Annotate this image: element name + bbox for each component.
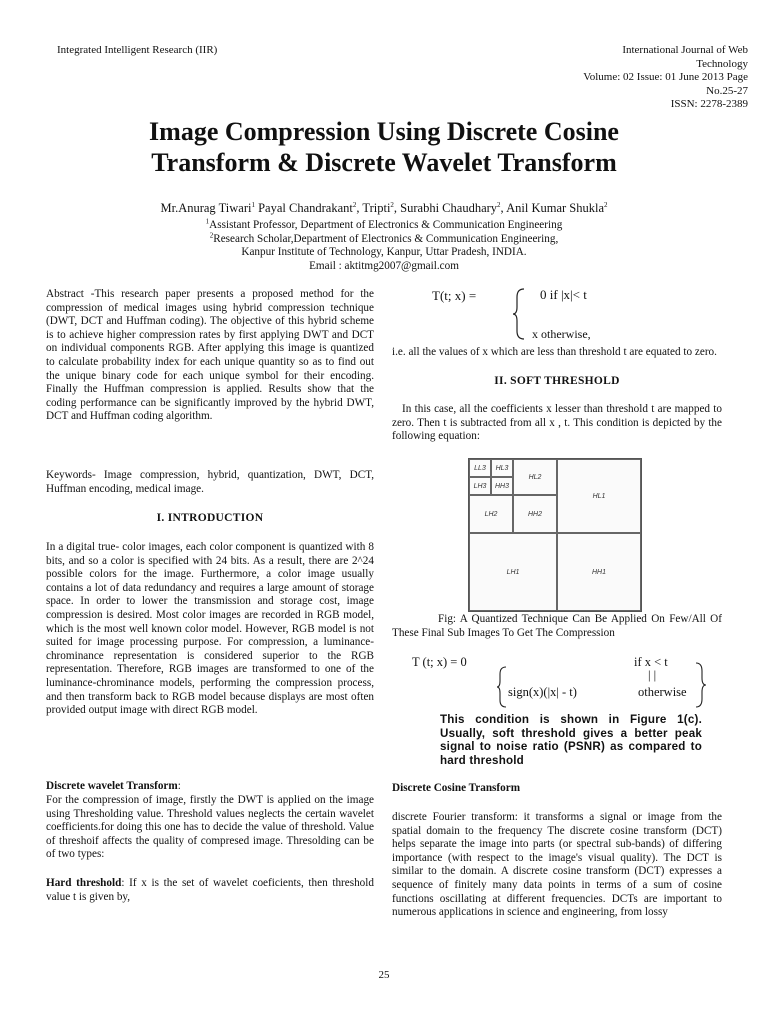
soft-threshold-text: In this case, all the coefficients x lesser than threshold t are mapped to zero. Then t is subtracted from all x , t. This condition is depicted by the following equation: bbox=[392, 403, 722, 443]
author-name: Payal Chandrakant bbox=[254, 201, 353, 215]
title-line: Image Compression Using Discrete Cosine bbox=[149, 117, 619, 146]
email: Email : aktitmg2007@gmail.com bbox=[309, 259, 459, 272]
author-affiliation-mark: 1 bbox=[251, 200, 255, 209]
page-number: 25 bbox=[378, 969, 390, 981]
author-affiliation-mark: 2 bbox=[352, 200, 357, 209]
left-brace-icon bbox=[512, 287, 526, 341]
dct-text: discrete Fourier transform: it transforms a signal or image from the spatial domain to the frequency The discrete cosine transform (DCT) helps separate the image into parts (or spectral sub-bands) of differing importance (with respect to the image's visual quality). The DCT is similar to the domain. A discrete cosine transform (DCT) expresses a sequence of finitely many data points in terms of a sum of cosine functions oscillating at different frequencies. DCTs are important to numerous applications in science and engineering, from lossy bbox=[392, 811, 722, 919]
eq1-case-2: x otherwise, bbox=[532, 327, 591, 341]
subband-lh1: LH1 bbox=[469, 533, 557, 611]
keywords: Keywords- Image compression, hybrid, quantization, DWT, DCT, Huffman encoding, medical image. bbox=[46, 469, 374, 495]
eq1-explanation: i.e. all the values of x which are less than threshold t are equated to zero. bbox=[392, 346, 717, 358]
right-brace-icon bbox=[694, 661, 708, 709]
figure-caption: Fig: A Quantized Technique Can Be Applied On Few/All Of These Final Sub Images To Get The Compression bbox=[392, 613, 722, 639]
subband-hh2: HH2 bbox=[513, 495, 557, 533]
eq2-lhs: T (t; x) = 0 bbox=[412, 655, 467, 669]
abstract: Abstract -This research paper presents a proposed method for the compression of medical images using hybrid compression technique (DWT, DCT and Huffman coding). The objective of this hybrid scheme is to achieve higher compression rates by first applying DWT and DCT on individual components RGB. After applying this image is quantized to calculate probability index for each unique quantity so as to find out the unique binary code for each unique symbol for their encoding. Finally the Huffman compression is applied. Results show that the coding performance can be significantly improved by the hybrid DWT, DCT and Huffman coding algorithm. bbox=[46, 288, 374, 423]
dct-heading: Discrete Cosine Transform bbox=[392, 782, 521, 794]
paper-title bbox=[60, 116, 708, 178]
affiliation-line: Assistant Professor, Department of Electronics & Communication Engineering bbox=[209, 219, 563, 231]
author-affiliation-mark: 2 bbox=[390, 200, 394, 209]
author-name: , Surabhi Chaudhary bbox=[393, 201, 498, 215]
wavelet-subband-figure bbox=[468, 458, 642, 612]
hard-threshold-label: Hard threshold bbox=[46, 877, 122, 889]
soft-threshold-note: This condition is shown in Figure 1(c). Usually, soft threshold gives a better peak signal to noise ratio (PSNR) as compared to hard threshold bbox=[440, 713, 702, 767]
eq2-bars: | | bbox=[648, 668, 657, 682]
hard-threshold-body: : If x is the set of wavelet coeficients, then threshold value t is given by, bbox=[46, 877, 374, 903]
affiliation-mark: 1 bbox=[205, 217, 210, 226]
title-line: Transform & Discrete Wavelet Transform bbox=[151, 148, 617, 177]
header-right-line: Technology bbox=[696, 57, 748, 70]
subband-hh1: HH1 bbox=[557, 533, 641, 611]
header-right-line: No.25-27 bbox=[706, 84, 748, 97]
affiliations bbox=[60, 219, 708, 273]
header-right-line: ISSN: 2278-2389 bbox=[670, 98, 748, 111]
subband-hl3: HL3 bbox=[491, 459, 513, 477]
subband-hl2: HL2 bbox=[513, 459, 557, 495]
affiliation-line: Research Scholar,Department of Electronics & Communication Engineering, bbox=[213, 232, 559, 245]
dwt-text: For the compression of image, firstly the DWT is applied on the image using Thresholding value. Threshold values neglects the certain wavelet coefficients.for doing this one has to decide the value of threshold. Value of threshoif affects the quality of compresed image. Thresolding can be of two types: bbox=[46, 794, 374, 861]
journal-header-left: Integrated Intelligent Research (IIR) bbox=[57, 44, 218, 56]
left-brace-icon bbox=[496, 665, 508, 709]
journal-header-right bbox=[520, 44, 748, 112]
dwt-heading-colon: : bbox=[177, 780, 181, 792]
subband-ll3: LL3 bbox=[469, 459, 491, 477]
affiliation-line: Kanpur Institute of Technology, Kanpur, Uttar Pradesh, INDIA. bbox=[241, 246, 527, 259]
introduction-text: In a digital true- color images, each color component is quantized with 8 bits, and so a color is specified with 24 bits. As a result, there are 2^24 possible colors for the image. Furthermore, a color image usually contains a lot of data redundancy and requires a large amount of storage space. In order to lower the transmission and storage cost, image compression is desired. Most color images are recorded in RGB model, which is the most well known color model. However, RGB model is not suited for image processing purpose. For compression, a luminance-chrominance representation is considered superior to the RGB representation. Therefore, RGB images are transformed to one of the luminance-chrominance models, performing the compression process, and then transform back to RGB model because displays are most often provided output image with direct RGB model. bbox=[46, 541, 374, 717]
subband-hl1: HL1 bbox=[557, 459, 641, 533]
dwt-heading bbox=[46, 780, 374, 792]
subband-lh3: LH3 bbox=[469, 477, 491, 495]
author-affiliation-mark: 2 bbox=[497, 200, 501, 209]
author-name: , Tripti bbox=[356, 201, 391, 215]
eq2-condition-1: if x < t bbox=[634, 655, 668, 669]
subband-lh2: LH2 bbox=[469, 495, 513, 533]
author-list bbox=[60, 201, 708, 215]
section-heading-introduction: I. INTRODUCTION bbox=[156, 512, 264, 524]
author-affiliation-mark: 2 bbox=[604, 200, 608, 209]
affiliation-mark: 2 bbox=[209, 230, 214, 239]
hard-threshold-equation bbox=[432, 285, 682, 343]
author-name: Mr.Anurag Tiwari bbox=[160, 201, 252, 215]
dwt-heading-label: Discrete wavelet Transform bbox=[46, 780, 178, 792]
eq1-case-1: 0 if |x|< t bbox=[540, 287, 587, 302]
eq2-condition-2: otherwise bbox=[638, 685, 687, 699]
eq1-lhs: T(t; x) = bbox=[432, 288, 477, 303]
header-right-line: International Journal of Web bbox=[622, 44, 748, 56]
soft-threshold-equation bbox=[412, 655, 722, 711]
author-name: , Anil Kumar Shukla bbox=[500, 201, 604, 215]
hard-threshold-text bbox=[46, 877, 374, 904]
eq2-case-2: sign(x)(|x| - t) bbox=[508, 685, 577, 699]
subband-hh3: HH3 bbox=[491, 477, 513, 495]
section-heading-soft-threshold: II. SOFT THRESHOLD bbox=[494, 375, 620, 387]
header-right-line: Volume: 02 Issue: 01 June 2013 Page bbox=[583, 71, 748, 84]
